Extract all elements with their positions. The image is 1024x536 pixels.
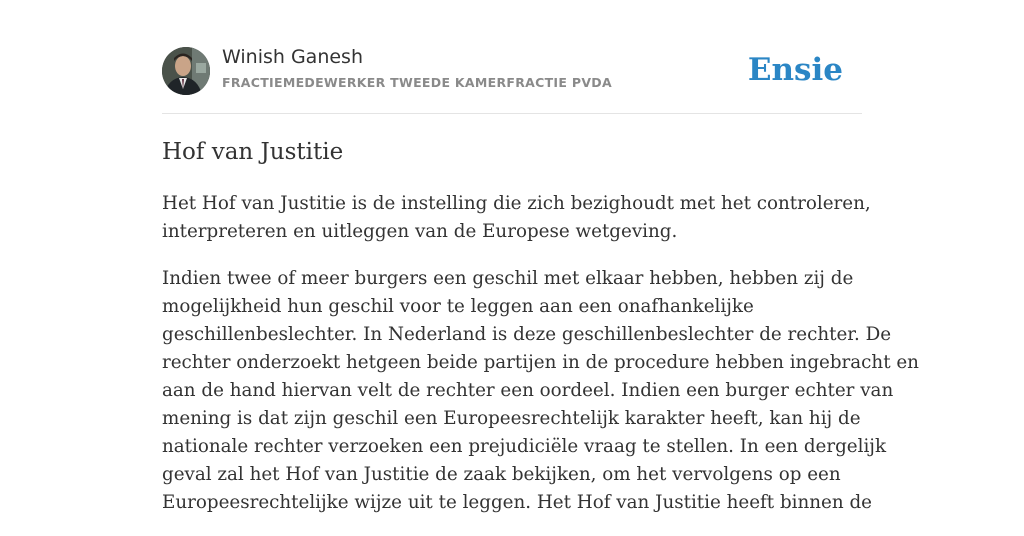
- paragraph-line: aan de hand hiervan velt de rechter een oordeel. Indien een burger echter van: [162, 380, 894, 401]
- author-name[interactable]: Winish Ganesh: [222, 46, 363, 68]
- article-title: Hof van Justitie: [162, 139, 344, 165]
- author-role: FRACTIEMEDEWERKER TWEEDE KAMERFRACTIE PVDA: [222, 75, 612, 90]
- page-container: [162, 0, 919, 513]
- paragraph-line: rechter onderzoekt hetgeen beide partijen in de procedure hebben ingebracht en: [162, 352, 919, 373]
- paragraph-line: nationale rechter verzoeken een prejudiciële vraag te stellen. In een dergelijk: [162, 436, 887, 457]
- author-avatar[interactable]: [162, 47, 210, 95]
- paragraph-line: Europeesrechtelijke wijze uit te leggen. Het Hof van Justitie heeft binnen de: [162, 492, 872, 513]
- ensie-logo[interactable]: Ensie: [747, 52, 843, 88]
- paragraph-line: geschillenbeslechter. In Nederland is deze geschillenbeslechter de rechter. De: [162, 324, 892, 345]
- article-paragraph: [162, 190, 871, 246]
- paragraph-line: mening is dat zijn geschil een Europeesrechtelijk karakter heeft, kan hij de: [162, 408, 861, 429]
- paragraph-line: mogelijkheid hun geschil voor te leggen aan een onafhankelijke: [162, 296, 754, 317]
- paragraph-line: Het Hof van Justitie is de instelling die zich bezighoudt met het controleren,: [162, 193, 871, 214]
- avatar-photo-icon: [162, 47, 210, 95]
- paragraph-line: geval zal het Hof van Justitie de zaak bekijken, om het vervolgens op een: [162, 464, 841, 485]
- article-paragraph: [162, 265, 919, 517]
- paragraph-line: Indien twee of meer burgers een geschil met elkaar hebben, hebben zij de: [162, 268, 854, 289]
- article-body: [162, 190, 919, 536]
- paragraph-line: interpreteren en uitleggen van de Europese wetgeving.: [162, 221, 678, 242]
- author-header: [162, 0, 862, 114]
